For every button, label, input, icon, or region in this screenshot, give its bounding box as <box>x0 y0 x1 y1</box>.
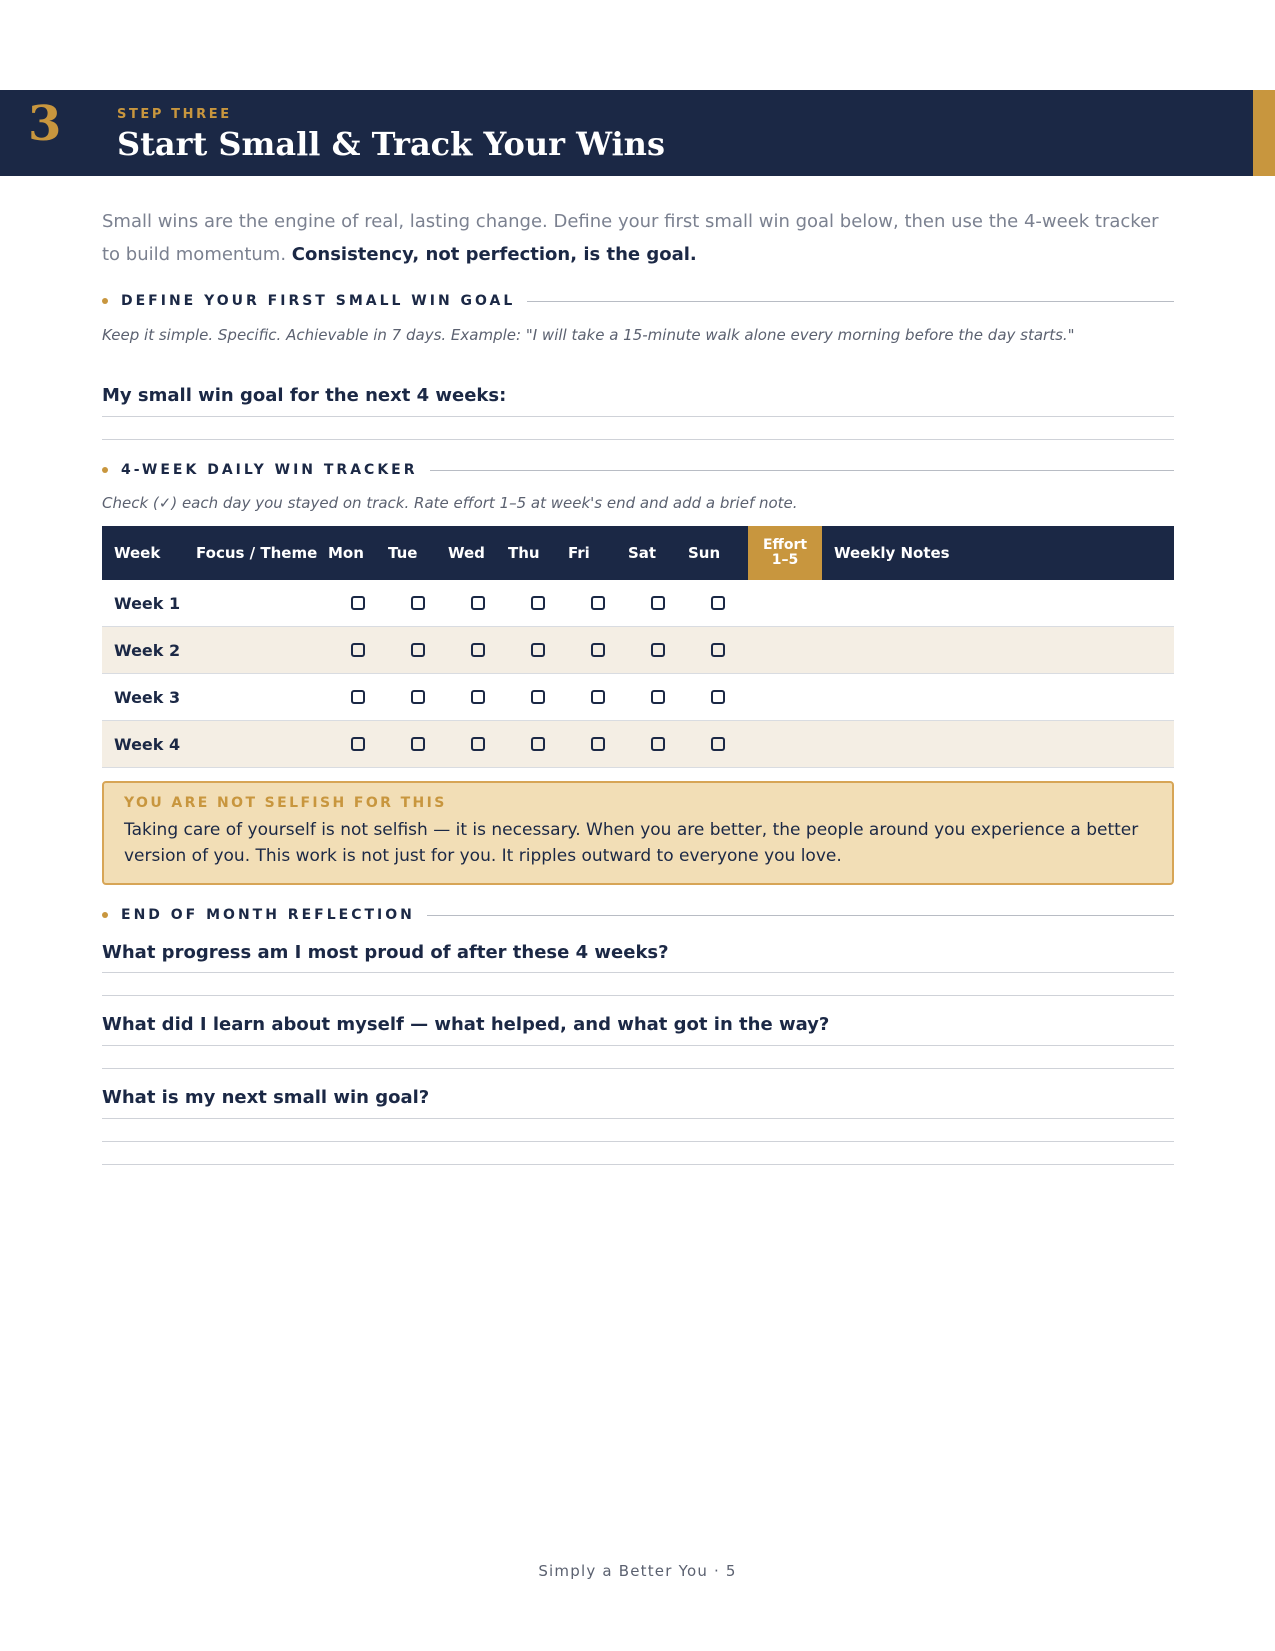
table-row <box>102 580 1174 627</box>
col-focus: Focus / Theme <box>196 544 318 562</box>
bullet-dot-icon <box>102 467 108 473</box>
day-checkbox[interactable] <box>711 690 725 704</box>
bullet-dot-icon <box>102 912 108 918</box>
tracker-hint: Check (✓) each day you stayed on track. Rate effort 1–5 at week's end and add a brief note. <box>102 494 798 512</box>
day-checkbox[interactable] <box>531 737 545 751</box>
day-checkbox[interactable] <box>651 643 665 657</box>
goal-hint: Keep it simple. Specific. Achievable in 7 days. Example: "I will take a 15-minute walk alone every morning before the day starts." <box>102 326 1075 344</box>
not-selfish-callout <box>102 781 1174 885</box>
day-checkbox[interactable] <box>351 737 365 751</box>
goal-prompt: My small win goal for the next 4 weeks: <box>102 385 507 406</box>
day-checkbox[interactable] <box>351 690 365 704</box>
col-sat: Sat <box>628 544 657 562</box>
day-checkbox[interactable] <box>711 643 725 657</box>
day-checkbox[interactable] <box>411 737 425 751</box>
col-fri: Fri <box>568 544 590 562</box>
day-checkbox[interactable] <box>531 690 545 704</box>
table-row <box>102 674 1174 721</box>
week-label: Week 2 <box>114 640 181 660</box>
col-wed: Wed <box>448 544 485 562</box>
day-checkbox[interactable] <box>591 596 605 610</box>
intro-emphasis: Consistency, not perfection, is the goal. <box>291 244 697 265</box>
reflection-write-line[interactable] <box>102 1118 1174 1119</box>
col-effort-line1: Effort <box>762 537 808 553</box>
day-checkbox[interactable] <box>471 690 485 704</box>
tracker-section-heading <box>102 460 1174 480</box>
col-effort <box>748 526 822 580</box>
day-checkbox[interactable] <box>591 737 605 751</box>
reflection-section-label: END OF MONTH REFLECTION <box>121 907 415 923</box>
page-footer: Simply a Better You · 5 <box>538 1562 737 1580</box>
day-checkbox[interactable] <box>651 596 665 610</box>
col-mon: Mon <box>328 544 364 562</box>
col-thu: Thu <box>508 544 540 562</box>
intro-paragraph <box>102 205 1174 271</box>
reflection-write-line[interactable] <box>102 1164 1174 1165</box>
goal-write-line-2[interactable] <box>102 439 1174 440</box>
page-title: Start Small & Track Your Wins <box>117 125 665 163</box>
day-checkbox[interactable] <box>591 643 605 657</box>
goal-section-heading <box>102 291 1174 311</box>
col-notes: Weekly Notes <box>834 544 950 562</box>
win-tracker-table <box>102 526 1174 768</box>
day-checkbox[interactable] <box>471 737 485 751</box>
day-checkbox[interactable] <box>411 596 425 610</box>
goal-section-label: DEFINE YOUR FIRST SMALL WIN GOAL <box>121 293 516 309</box>
col-tue: Tue <box>388 544 418 562</box>
reflection-question-3: What is my next small win goal? <box>102 1087 430 1108</box>
step-header <box>0 90 1275 176</box>
reflection-write-line[interactable] <box>102 995 1174 996</box>
reflection-write-line[interactable] <box>102 1141 1174 1142</box>
callout-body: Taking care of yourself is not selfish — it is necessary. When you are better, the people around you experience a better version of you. This work is not just for you. It ripples outward to everyone you love. <box>124 820 1139 866</box>
day-checkbox[interactable] <box>711 737 725 751</box>
week-label: Week 3 <box>114 687 181 707</box>
header-accent-bar <box>1253 90 1275 176</box>
day-checkbox[interactable] <box>411 643 425 657</box>
table-row <box>102 627 1174 674</box>
day-checkbox[interactable] <box>351 596 365 610</box>
section-rule <box>430 470 1174 471</box>
week-label: Week 4 <box>114 734 181 754</box>
col-week: Week <box>114 544 161 562</box>
day-checkbox[interactable] <box>531 643 545 657</box>
day-checkbox[interactable] <box>651 690 665 704</box>
section-rule <box>427 915 1174 916</box>
bullet-dot-icon <box>102 298 108 304</box>
day-checkbox[interactable] <box>411 690 425 704</box>
reflection-question-1: What progress am I most proud of after these 4 weeks? <box>102 942 669 963</box>
day-checkbox[interactable] <box>471 643 485 657</box>
intro-text: Small wins are the engine of real, lasting change. Define your first small win goal below, then use the 4-week tracker to build momentum. <box>102 211 1159 265</box>
reflection-write-line[interactable] <box>102 1045 1174 1046</box>
step-kicker: STEP THREE <box>117 107 232 122</box>
week-label: Week 1 <box>114 593 181 613</box>
day-checkbox[interactable] <box>711 596 725 610</box>
table-row <box>102 721 1174 768</box>
goal-write-line-1[interactable] <box>102 416 1174 417</box>
day-checkbox[interactable] <box>351 643 365 657</box>
day-checkbox[interactable] <box>471 596 485 610</box>
reflection-question-2: What did I learn about myself — what helped, and what got in the way? <box>102 1014 830 1035</box>
day-checkbox[interactable] <box>531 596 545 610</box>
section-rule <box>527 301 1174 302</box>
col-sun: Sun <box>688 544 721 562</box>
tracker-section-label: 4-WEEK DAILY WIN TRACKER <box>121 462 418 478</box>
callout-title: YOU ARE NOT SELFISH FOR THIS <box>124 795 447 811</box>
reflection-write-line[interactable] <box>102 972 1174 973</box>
reflection-section-heading <box>102 905 1174 925</box>
reflection-write-line[interactable] <box>102 1068 1174 1069</box>
day-checkbox[interactable] <box>591 690 605 704</box>
col-effort-line2: 1–5 <box>771 552 799 568</box>
step-number: 3 <box>28 96 62 152</box>
day-checkbox[interactable] <box>651 737 665 751</box>
tracker-header-row <box>102 526 1174 580</box>
